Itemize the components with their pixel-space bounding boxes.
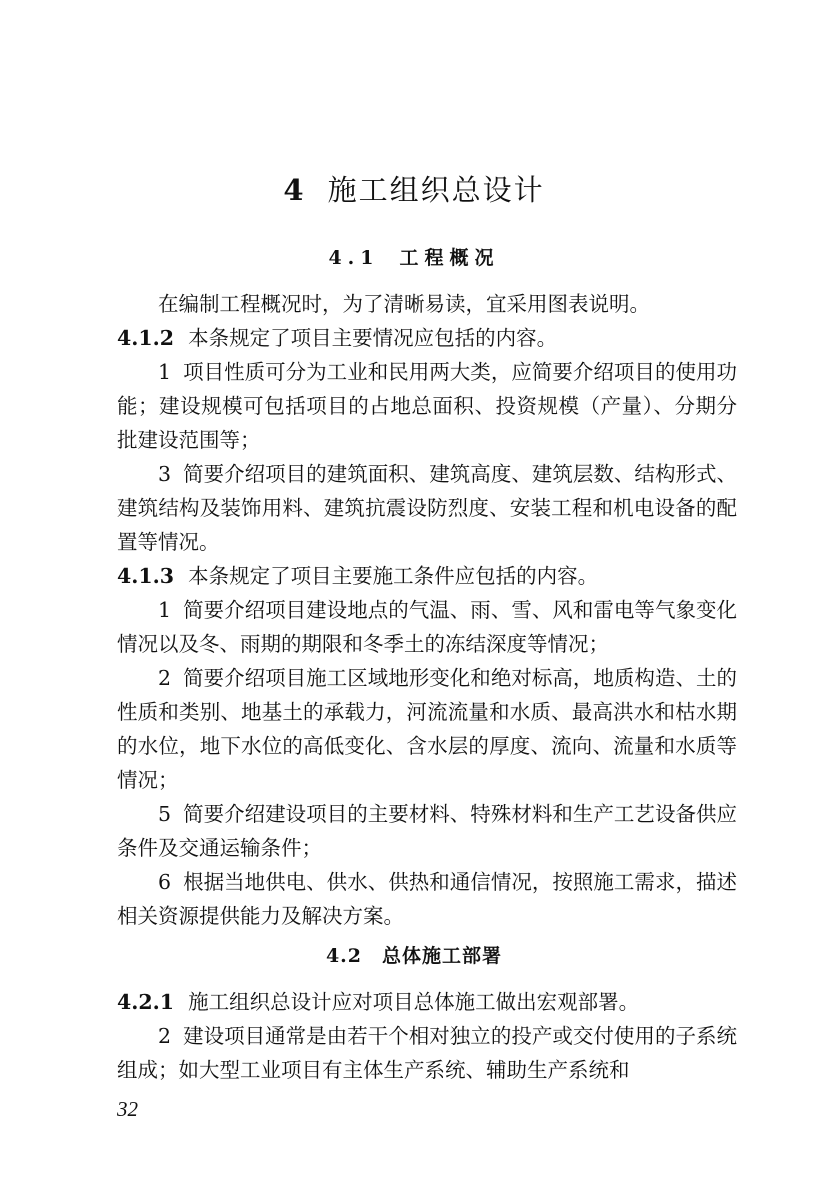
clause-4-1-2 [117, 321, 737, 355]
clause-4-1-3-item-5 [117, 797, 737, 865]
clause-text: 本条规定了项目主要施工条件应包括的内容。 [188, 564, 599, 588]
item-text: 简要介绍建设项目的主要材料、特殊材料和生产工艺设备供应条件及交通运输条件； [117, 802, 737, 860]
section-heading-4-1 [0, 243, 828, 270]
section-number: 4.2 [325, 945, 363, 967]
item-number: 2 [158, 666, 172, 690]
section-number: 4.1 [328, 247, 380, 269]
clause-text: 施工组织总设计应对项目总体施工做出宏观部署。 [188, 990, 640, 1014]
clause-4-1-3 [117, 559, 737, 593]
item-number: 5 [158, 802, 172, 826]
section-heading-4-2 [0, 941, 828, 968]
clause-4-2-1 [117, 985, 737, 1019]
clause-text: 本条规定了项目主要情况应包括的内容。 [188, 326, 558, 350]
section-4-1-body [117, 287, 737, 933]
clause-4-1-3-item-2 [117, 661, 737, 797]
item-text: 简要介绍项目建设地点的气温、雨、雪、风和雷电等气象变化情况以及冬、雨期的期限和冬季土的冻结深度等情况； [117, 598, 737, 656]
clause-4-2-1-item-2 [117, 1019, 737, 1087]
clause-4-1-3-item-6 [117, 865, 737, 933]
clause-4-1-2-item-1 [117, 355, 737, 457]
clause-4-1-2-item-3 [117, 457, 737, 559]
item-number: 3 [158, 462, 172, 486]
item-text: 建设项目通常是由若干个相对独立的投产或交付使用的子系统组成；如大型工业项目有主体生产系统、辅助生产系统和 [117, 1024, 737, 1082]
section-title: 总体施工部署 [382, 945, 503, 967]
item-number: 2 [158, 1024, 172, 1048]
chapter-number: 4 [283, 173, 306, 207]
item-text: 简要介绍项目的建筑面积、建筑高度、建筑层数、结构形式、建筑结构及装饰用料、建筑抗震设防烈度、安装工程和机电设备的配置等情况。 [117, 462, 737, 554]
section-title: 工程概况 [399, 247, 500, 269]
clause-number: 4.1.2 [117, 326, 175, 350]
clause-number: 4.2.1 [117, 990, 175, 1014]
item-text: 简要介绍项目施工区域地形变化和绝对标高，地质构造、土的性质和类别、地基土的承载力，河流流量和水质、最高洪水和枯水期的水位，地下水位的高低变化、含水层的厚度、流向、流量和水质等情况； [117, 666, 737, 792]
chapter-title-text: 施工组织总设计 [327, 173, 545, 207]
item-number: 6 [158, 870, 172, 894]
item-number: 1 [158, 598, 172, 622]
item-text: 项目性质可分为工业和民用两大类，应简要介绍项目的使用功能；建设规模可包括项目的占地总面积、投资规模（产量）、分期分批建设范围等； [117, 360, 737, 452]
section-4-2-body [117, 985, 737, 1087]
clause-4-1-3-item-1 [117, 593, 737, 661]
item-text: 根据当地供电、供水、供热和通信情况，按照施工需求，描述相关资源提供能力及解决方案。 [117, 870, 737, 928]
clause-number: 4.1.3 [117, 564, 175, 588]
intro-paragraph: 在编制工程概况时，为了清晰易读，宜采用图表说明。 [158, 292, 650, 316]
item-number: 1 [158, 360, 172, 384]
chapter-title [0, 168, 828, 209]
page-number: 32 [117, 1097, 138, 1121]
